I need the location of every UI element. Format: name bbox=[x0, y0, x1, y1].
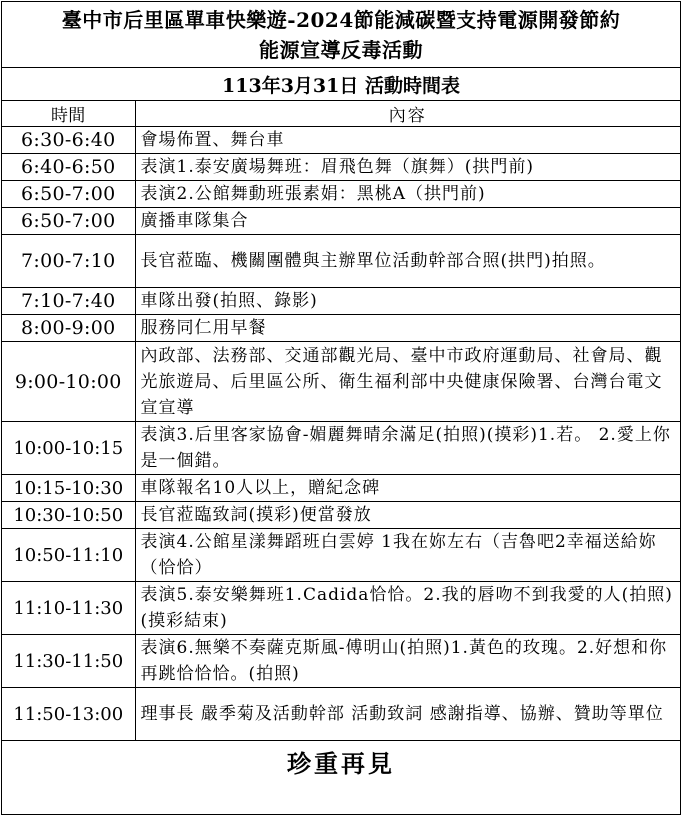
content-cell: 表演1.泰安廣場舞班：眉飛色舞（旗舞）(拱門前) bbox=[135, 154, 680, 181]
time-cell: 6:40-6:50 bbox=[2, 154, 135, 181]
content-cell: 車隊出發(拍照、錄影) bbox=[135, 288, 680, 315]
closing-text: 珍重再見 bbox=[287, 748, 395, 778]
content-cell: 長官蒞臨致詞(摸彩)便當發放 bbox=[135, 502, 680, 529]
table-row bbox=[2, 635, 680, 688]
time-cell: 6:50-7:00 bbox=[2, 208, 135, 235]
title-line-2: 能源宣導反毒活動 bbox=[259, 37, 423, 62]
content-cell: 長官蒞臨、機關團體與主辦單位活動幹部合照(拱門)拍照。 bbox=[135, 235, 680, 288]
time-cell: 10:00-10:15 bbox=[2, 422, 135, 475]
content-cell: 服務同仁用早餐 bbox=[135, 315, 680, 342]
date-heading: 113年3月31日 活動時間表 bbox=[2, 68, 680, 101]
table-row bbox=[2, 127, 680, 154]
time-cell: 8:00-9:00 bbox=[2, 315, 135, 342]
time-cell: 10:30-10:50 bbox=[2, 502, 135, 529]
time-cell: 11:10-11:30 bbox=[2, 582, 135, 635]
table-row bbox=[2, 181, 680, 208]
schedule-sheet bbox=[1, 1, 681, 815]
time-cell: 11:30-11:50 bbox=[2, 635, 135, 688]
content-cell: 理事長 嚴季菊及活動幹部 活動致詞 感謝指導、協辦、贊助等單位 bbox=[135, 688, 680, 741]
time-cell: 6:50-7:00 bbox=[2, 181, 135, 208]
time-cell: 11:50-13:00 bbox=[2, 688, 135, 741]
document-title bbox=[2, 2, 680, 68]
table-row bbox=[2, 235, 680, 288]
table-row bbox=[2, 288, 680, 315]
content-cell: 廣播車隊集合 bbox=[135, 208, 680, 235]
content-cell: 表演2.公館舞動班張素娟：黑桃A（拱門前) bbox=[135, 181, 680, 208]
time-cell: 7:10-7:40 bbox=[2, 288, 135, 315]
content-cell: 車隊報名10人以上，贈紀念碑 bbox=[135, 475, 680, 502]
table-row bbox=[2, 529, 680, 582]
table-row bbox=[2, 475, 680, 502]
header-time: 時間 bbox=[2, 101, 135, 127]
schedule-table bbox=[2, 101, 680, 741]
title-line-1: 臺中市后里區單車快樂遊-2024節能減碳暨支持電源開發節約 bbox=[61, 7, 621, 32]
time-cell: 10:15-10:30 bbox=[2, 475, 135, 502]
table-row bbox=[2, 315, 680, 342]
table-row bbox=[2, 208, 680, 235]
time-cell: 9:00-10:00 bbox=[2, 342, 135, 422]
table-row bbox=[2, 582, 680, 635]
schedule-body bbox=[2, 127, 680, 741]
table-row bbox=[2, 342, 680, 422]
table-row bbox=[2, 154, 680, 181]
content-cell: 表演5.泰安樂舞班1.Cadida恰恰。2.我的唇吻不到我愛的人(拍照)(摸彩結束) bbox=[135, 582, 680, 635]
content-cell: 表演6.無樂不奏薩克斯風-傅明山(拍照)1.黃色的玫瑰。2.好想和你再跳恰恰恰。(拍照) bbox=[135, 635, 680, 688]
time-cell: 10:50-11:10 bbox=[2, 529, 135, 582]
time-cell: 6:30-6:40 bbox=[2, 127, 135, 154]
table-row bbox=[2, 688, 680, 741]
content-cell: 表演4.公館星漾舞蹈班白雲婷 1我在妳左右（吉魯吧2幸福送給妳（恰恰） bbox=[135, 529, 680, 582]
content-cell: 內政部、法務部、交通部觀光局、臺中市政府運動局、社會局、觀光旅遊局、后里區公所、衛生福利部中央健康保險署、台灣台電文宣宣導 bbox=[135, 342, 680, 422]
content-cell: 表演3.后里客家協會-媚麗舞晴余滿足(拍照)(摸彩)1.若。 2.愛上你是一個錯。 bbox=[135, 422, 680, 475]
table-row bbox=[2, 502, 680, 529]
time-cell: 7:00-7:10 bbox=[2, 235, 135, 288]
header-content: 內容 bbox=[135, 101, 680, 127]
table-header-row bbox=[2, 101, 680, 127]
content-cell: 會場佈置、舞台車 bbox=[135, 127, 680, 154]
table-row bbox=[2, 422, 680, 475]
